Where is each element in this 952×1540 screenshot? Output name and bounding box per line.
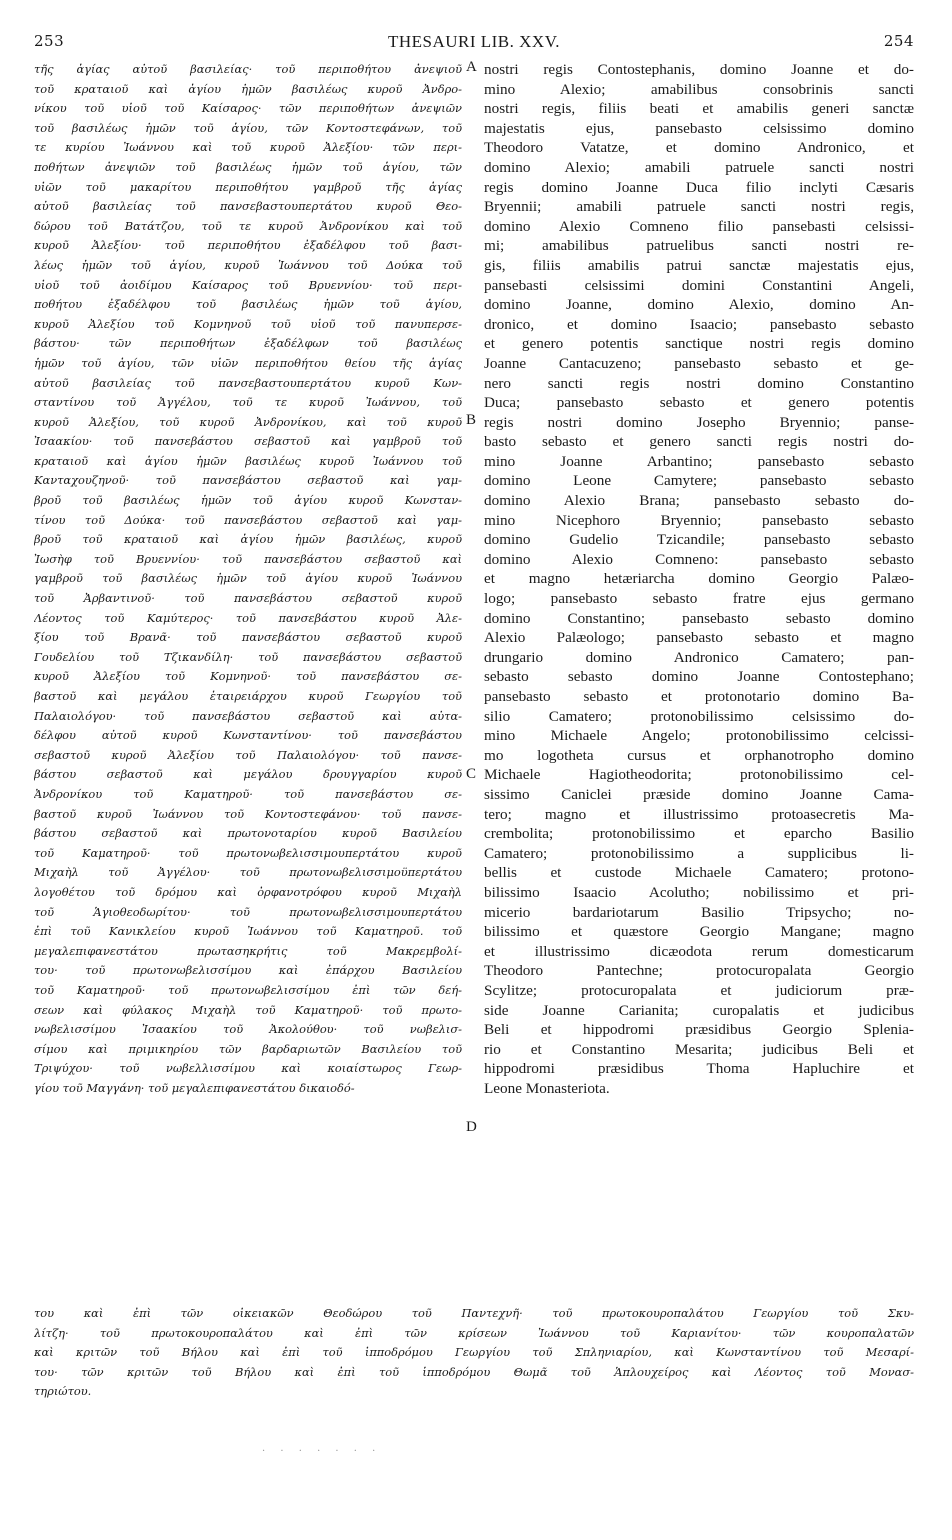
text-line: μεγαλεπιφανεστάτου πρωτασηκρήτις τοῦ Μακρεμβολί- [34,943,462,958]
text-line: gis, filiis amabilis patrui sanctæ majestatis ejus, [484,256,914,274]
text-line: nostri regis, filiis beati et amabilis generi sanctæ [484,100,914,118]
text-line: bilissimo Isaacio Acolutho; nobilissimo et pri- [484,883,914,901]
text-line: υἱῶν τοῦ μακαρίτου περιποθήτου γαμβροῦ τῆς ἁγίας [34,179,462,194]
text-line: κυροῦ Ἀλεξίου τοῦ Κομνηνοῦ· τοῦ πανσεβάστου σε- [34,669,462,684]
text-line: νωβελισσίμου Ἰσαακίου τοῦ Ἀκολούθου· τοῦ νωβελισ- [34,1022,462,1037]
text-line: ποθήτων ἀνεψιῶν τοῦ βασιλέως ἡμῶν τοῦ ἁγίου, τῶν [34,159,462,174]
text-line: mi; amabilibus patruelibus sancti nostri re- [484,237,914,255]
text-line: βάστου· τῶν περιποθήτων ἐξαδέλφων τοῦ βασιλέως [34,336,462,351]
text-line: domino Joanne, domino Alexio, domino An- [484,296,914,314]
text-line: τοῦ Καματηροῦ· τοῦ πρωτονωβελισσιμουπερτάτου κυροῦ [34,845,462,860]
text-line: domino Leone Camytere; pansebasto sebasto [484,472,914,490]
text-line: drungario domino Andronico Camatero; pan- [484,648,914,666]
section-marker-c: C [466,766,477,782]
text-line: mino Michaele Angelo; protonobilissimo celcissi- [484,727,914,745]
text-line: Bryennii; amabili patruele sancti nostri regis, [484,198,914,216]
text-line: mo logotheta cursus et orphanotropho domino [484,746,914,764]
text-line: του καὶ ἐπὶ τῶν οἰκειακῶν Θεοδώρου τοῦ Παντεχνῆ· τοῦ πρωτοκουροπαλάτου Γεωργίου τοῦ Σκυ- [34,1306,914,1320]
text-line: sissimo Caniclei præside domino Joanne Cama- [484,785,914,803]
text-line: Theodoro Vatatze, et domino Andronico, et [484,139,914,157]
text-line: βάστου σεβαστοῦ καὶ πρωτονοταρίου κυροῦ Βασιλείου [34,826,462,841]
greek-column [34,60,462,1098]
latin-column [484,60,914,1098]
section-marker-b: B [466,412,477,428]
text-line: κραταιοῦ καὶ ἁγίου ἡμῶν βασιλέως κυροῦ Ἰωάννου τοῦ [34,453,462,468]
text-line: σεβαστοῦ κυροῦ Ἀλεξίου τοῦ Παλαιολόγου· τοῦ πανσε- [34,747,462,762]
text-line: domino Gudelio Tzicandile; pansebasto sebasto [484,531,914,549]
text-line: pansebasto sebasto et protonotario domino Ba- [484,688,914,705]
text-line: Γουδελίου τοῦ Τζικανδίλη· τοῦ πανσεβάστου σεβαστοῦ [34,649,462,664]
text-line: τοῦ Ἀρβαντινοῦ· τοῦ πανσεβάστου σεβαστοῦ κυροῦ [34,591,462,606]
text-line: sebasto sebasto domino Joanne Contostephano; [484,668,914,686]
running-title: THESAURI LIB. XXV. [387,32,561,51]
text-line: regis domino Joanne Duca filio inclyti Cæsaris [484,178,914,196]
text-line: micerio bardariotarum Basilio Tripsycho; no- [484,903,914,921]
text-line: βροῦ τοῦ βασιλέως ἡμῶν τοῦ ἁγίου κυροῦ Κωνσταν- [34,493,462,508]
text-line: Κανταχουζηνοῦ· τοῦ πανσεβάστου σεβαστοῦ καὶ γαμ- [34,473,462,488]
text-line: του· τοῦ πρωτονωβελισσίμου καὶ ἐπάρχου Βασιλείου [34,963,462,978]
text-line: rio et Constantino Mesarita; judicibus Beli et [484,1040,914,1058]
greek-continuation [34,1304,914,1402]
text-line: τοῦ Ἁγιοθεοδωρίτου· τοῦ πρωτονωβελισσιμουπερτάτου [34,904,462,919]
text-line: et genero potentis sanctique nostri regis domino [484,335,914,353]
section-marker-a: A [466,59,477,75]
text-line: σταντίνου τοῦ Ἀγγέλου, τοῦ τε κυροῦ Ἰωάννου, τοῦ [34,395,462,410]
text-line: ξίου τοῦ Βρανᾶ· τοῦ πανσεβάστου σεβαστοῦ κυροῦ [34,630,462,645]
text-line: domino Constantino; pansebasto sebasto domino [484,609,914,627]
text-line: λέως ἡμῶν τοῦ ἁγίου, κυροῦ Ἰωάννου τοῦ Δούκα τοῦ [34,257,462,272]
text-line: δέλφου αὐτοῦ κυροῦ Κωνσταντίνου· τοῦ πανσεβάστου [34,728,462,743]
text-line: mino Joanne Arbantino; pansebasto sebasto [484,452,914,470]
text-line: Ἀνδρονίκου τοῦ Καματηροῦ· τοῦ πανσεβάστου σε- [34,786,462,801]
text-line: regis nostri domino Josepho Bryennio; panse- [484,413,914,431]
text-line: λογοθέτου τοῦ δρόμου καὶ ὀρφανοτρόφου κυροῦ Μιχαὴλ [34,884,462,899]
page-number-right: 254 [883,32,914,50]
text-line: κυροῦ Ἀλεξίου τοῦ Κομνηνοῦ τοῦ υἱοῦ τοῦ πανυπερσε- [34,316,462,331]
text-line: tero; magno et illustrissimo protoasecretis Ma- [484,805,914,823]
text-line: Camatero; protonobilissimo a supplicibus li- [484,844,914,862]
text-line: καὶ κριτῶν τοῦ Βήλου καὶ ἐπὶ τοῦ ἱπποδρόμου Γεωργίου τοῦ Σπληνιαρίου, καὶ Κωνσταντίνου τοῦ Μεσαρί- [34,1345,914,1360]
text-line: hippodromi præsidibus Thoma Hapluchire et [484,1060,914,1078]
text-line: Beli et hippodromi præsidibus Georgio Splenia- [484,1021,914,1039]
text-line: Τριψύχου· τοῦ νωβελλισσίμου καὶ κοιαίστωρος Γεωρ- [34,1061,462,1076]
text-line: domino Alexio Comneno: pansebasto sebasto [484,550,914,568]
text-line: γαμβροῦ τοῦ βασιλέως ἡμῶν τοῦ ἁγίου κυροῦ Ἰωάννου [34,571,462,586]
text-line: υἱοῦ τοῦ ἀοιδίμου Καίσαρος τοῦ Βρυεννίου· τοῦ περι- [34,277,462,292]
text-line: τῆς ἁγίας αὐτοῦ βασιλείας· τοῦ περιποθήτου ἀνεψιοῦ [34,62,462,76]
text-line: basto sebasto et genero sancti regis nostri do- [484,433,914,451]
text-line: Παλαιολόγου· τοῦ πανσεβάστου σεβαστοῦ καὶ αὐτα- [34,708,462,723]
text-line: bilissimo et quæstore Georgio Mangane; magno [484,923,914,941]
text-line: τοῦ κραταιοῦ καὶ ἁγίου ἡμῶν βασιλέως κυροῦ Ἀνδρο- [34,81,462,96]
text-line: σίμου καὶ πριμικηρίου τῶν βαρδαριωτῶν Βασιλείου τοῦ [34,1041,462,1056]
text-line: Scylitze; protocuropalata et judiciorum præ- [484,981,914,999]
text-line: logo; pansebasto sebasto fratre ejus germano [484,590,914,608]
text-line: majestatis ejus, pansebasto celsissimo domino [484,119,914,137]
text-line: τίνου τοῦ Δούκα· τοῦ πανσεβάστου σεβαστοῦ καὶ γαμ- [34,512,462,527]
text-line: silio Camatero; protonobilissimo celsissimo do- [484,707,914,725]
text-line: nero sancti regis nostri domino Constantino [484,374,914,392]
text-line: τε κυρίου Ἰωάννου καὶ τοῦ κυροῦ Ἀλεξίου· τῶν περι- [34,140,462,155]
text-line: Ἰσαακίου· τοῦ πανσεβάστου σεβαστοῦ καὶ γαμβροῦ τοῦ [34,434,462,449]
text-line: δώρου τοῦ Βατάτζου, τοῦ τε κυροῦ Ἀνδρονίκου καὶ τοῦ [34,218,462,233]
text-line: βαστοῦ καὶ μεγάλου ἑταιρειάρχου κυροῦ Γεωργίου τοῦ [34,689,462,703]
text-line: κυροῦ Ἀλεξίου, τοῦ κυροῦ Ἀνδρονίκου, καὶ τοῦ κυροῦ [34,414,462,429]
text-line: Μιχαὴλ τοῦ Ἀγγέλου· τοῦ πρωτονωβελισσιμοϋπερτάτου [34,865,462,880]
text-line: γίου τοῦ Μαγγάνη· τοῦ μεγαλεπιφανεστάτου δικαιοδό- [34,1080,355,1095]
text-line: λίτζη· τοῦ πρωτοκουροπαλάτου καὶ ἐπὶ τῶν κρίσεων Ἰωάννου τοῦ Καριανίτου· τῶν κουροπαλατῶν [34,1325,914,1340]
text-line: βροῦ τοῦ κραταιοῦ καὶ ἁγίου ἡμῶν βασιλέως, κυροῦ [34,532,462,547]
text-line: βαστοῦ κυροῦ Ἰωάννου τοῦ Κοντοστεφάνου· τοῦ πανσε- [34,806,462,821]
page-number-left: 253 [34,32,65,50]
text-line: nostri regis Contostephanis, domino Joanne et do- [484,61,914,78]
text-line: domino Alexio Comneno filio pansebasti celsissi- [484,217,914,235]
text-line: αὐτοῦ βασιλείας τοῦ πανσεβαστουπερτάτου κυροῦ Κων- [34,375,462,390]
text-line: mino Nicephoro Bryennio; pansebasto sebasto [484,511,914,529]
text-line: Leone Monasteriota. [484,1079,610,1097]
text-line: domino Alexio Brana; pansebasto sebasto do- [484,492,914,510]
section-marker-d: D [466,1119,477,1135]
text-line: side Joanne Carianita; curopalatis et judicibus [484,1001,914,1019]
text-line: του· τῶν κριτῶν τοῦ Βήλου καὶ ἐπὶ τοῦ ἱπποδρόμου Θωμᾶ τοῦ Ἁπλουχείρος καὶ Λέοντος τοῦ Μονασ- [34,1364,914,1379]
text-line: et magno hetæriarcha domino Georgio Palæo- [484,570,914,588]
text-line: Alexio Palæologo; pansebasto sebasto et magno [484,629,914,647]
text-line: Michaele Hagiotheodorita; protonobilissimo cel- [484,766,914,784]
text-line: τοῦ βασιλέως ἡμῶν τοῦ ἁγίου, τῶν Κοντοστεφάνων, τοῦ [34,120,462,135]
text-line: ἐπὶ τοῦ Κανικλείου κυροῦ Ἰωάννου τοῦ Καματηροῦ. τοῦ [34,924,462,939]
text-line: dronico, et domino Isaacio; pansebasto sebasto [484,315,914,333]
text-line: domino Alexio; amabili patruele sancti nostri [484,158,914,176]
text-line: crembolita; protonobilissimo et eparcho Basilio [484,825,914,843]
text-line: mino Alexio; amabilibus consobrinis sancti [484,80,914,98]
text-line: Λέοντος τοῦ Καμύτερος· τοῦ πανσεβάστου κυροῦ Ἀλε- [34,610,462,625]
text-line: Ἰωσὴφ τοῦ Βρυεννίου· τοῦ πανσεβάστου σεβαστοῦ καὶ [34,551,462,566]
text-line: τηριώτου. [34,1384,92,1399]
text-line: νίκου τοῦ υἱοῦ τοῦ Καίσαρος· τῶν περιποθήτων ἀνεψιῶν [34,101,462,116]
text-line: Theodoro Pantechne; protocuropalata Georgio [484,962,914,980]
text-line: pansebasti celsissimi domini Constantini Angeli, [484,276,914,294]
text-line: κυροῦ Ἀλεξίου· τοῦ περιποθήτου ἐξαδέλφου τοῦ βασι- [34,238,462,253]
text-line: bellis et custode Michaele Camatero; protono- [484,864,914,882]
page-header [34,32,914,56]
printer-dots: · · · · · · · [262,1446,382,1457]
text-line: et illustrissimo dicæodota rerum domesticarum [484,942,914,960]
text-line: Duca; pansebasto sebasto et genero potentis [484,394,914,412]
text-line: βάστου σεβαστοῦ καὶ μεγάλου δρουγγαρίου κυροῦ [34,767,462,782]
text-line: σεων καὶ φύλακος Μιχαὴλ τοῦ Καματηροῦ· τοῦ πρωτο- [34,1002,462,1017]
text-line: Joanne Cantacuzeno; pansebasto sebasto et ge- [484,354,914,372]
text-line: ποθήτου ἐξαδέλφου τοῦ βασιλέως ἡμῶν τοῦ ἁγίου, [34,297,462,312]
text-line: αὐτοῦ βασιλείας τοῦ πανσεβαστουπερτάτου κυροῦ Θεο- [34,199,462,214]
text-line: ἡμῶν τοῦ ἁγίου, τῶν υἱῶν περιποθήτου θείου τῆς ἁγίας [34,355,462,370]
text-line: τοῦ Καματηροῦ· τοῦ πρωτονωβελισσίμου ἐπὶ τῶν δεή- [34,982,462,997]
